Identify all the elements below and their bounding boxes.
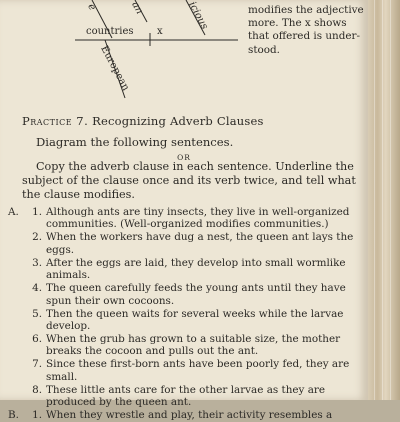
list-item [0,231,368,256]
item-text: Although ants are tiny insects, they live in well-organized communities. (Well-organized modifies communities.) [46,206,350,231]
list-item [0,206,368,231]
item-number: 6. [32,333,42,346]
item-text: These little ants care for the other larvae as they are produced by the queen ant. [46,383,326,409]
item-text: Since these first-born ants have been poorly fed, they are small. [46,358,350,383]
item-text: When the grub has grown to a suitable size, the mother breaks the cocoon and pulls out the ant. [46,333,341,358]
practice-label: Practice 7. [22,114,89,128]
explanation-line: modifies the adjective [248,4,364,16]
diagram-word-an: an [129,0,145,17]
diagram-word-x: x [157,26,163,37]
group-label: B. [8,409,19,422]
item-number: 7. [32,358,42,371]
diagram-word-icious: icious [186,0,210,32]
diagram-word-european: European [98,44,132,93]
copy-instruction-text: Copy the adverb clause in each sentence. Underline the subject of the clause once and its verb twice, and tell what the clause modifies. [22,160,356,201]
item-text: When they wrestle and play, their activity resembles a [46,409,333,422]
list-item [0,384,368,409]
diagram-explanation [248,4,366,57]
sentence-diagram [0,0,240,100]
list-item [0,358,368,383]
list-item [0,282,368,307]
list-item [0,308,368,333]
diagram-word-e: e [85,2,98,13]
explanation-line: more. The x shows [248,17,347,30]
edge-line [374,0,375,400]
explanation-line: that offered is under- [248,30,361,43]
list-item [0,257,368,282]
item-number: 8. [32,383,42,396]
group-label: A. [8,206,19,218]
copy-instruction [22,160,362,202]
item-text: When the workers have dug a nest, the queen ant lays the eggs. [46,231,354,256]
edge-line [382,0,383,400]
exercise-list [0,206,368,422]
diagram-instruction: Diagram the following sentences. [36,135,234,149]
item-text: After the eggs are laid, they develop into small wormlike animals. [46,256,346,282]
or-separator: OR [177,153,191,162]
diagram-word-countries: countries [86,26,134,37]
page-edge [368,0,400,400]
item-number: 5. [32,307,42,320]
practice-title: Recognizing Adverb Clauses [92,114,264,128]
edge-line [390,0,391,400]
list-item [0,409,368,421]
item-number: 1. [32,409,42,422]
item-text: Then the queen waits for several weeks while the larvae develop. [46,307,344,333]
practice-heading [22,114,264,128]
list-item [0,333,368,358]
item-number: 1. [32,206,42,218]
item-text: The queen carefully feeds the young ants until they have spun their own cocoons. [46,282,346,307]
explanation-line: stood. [248,43,280,56]
item-number: 2. [32,231,42,244]
item-number: 4. [32,282,42,295]
item-number: 3. [32,256,42,269]
